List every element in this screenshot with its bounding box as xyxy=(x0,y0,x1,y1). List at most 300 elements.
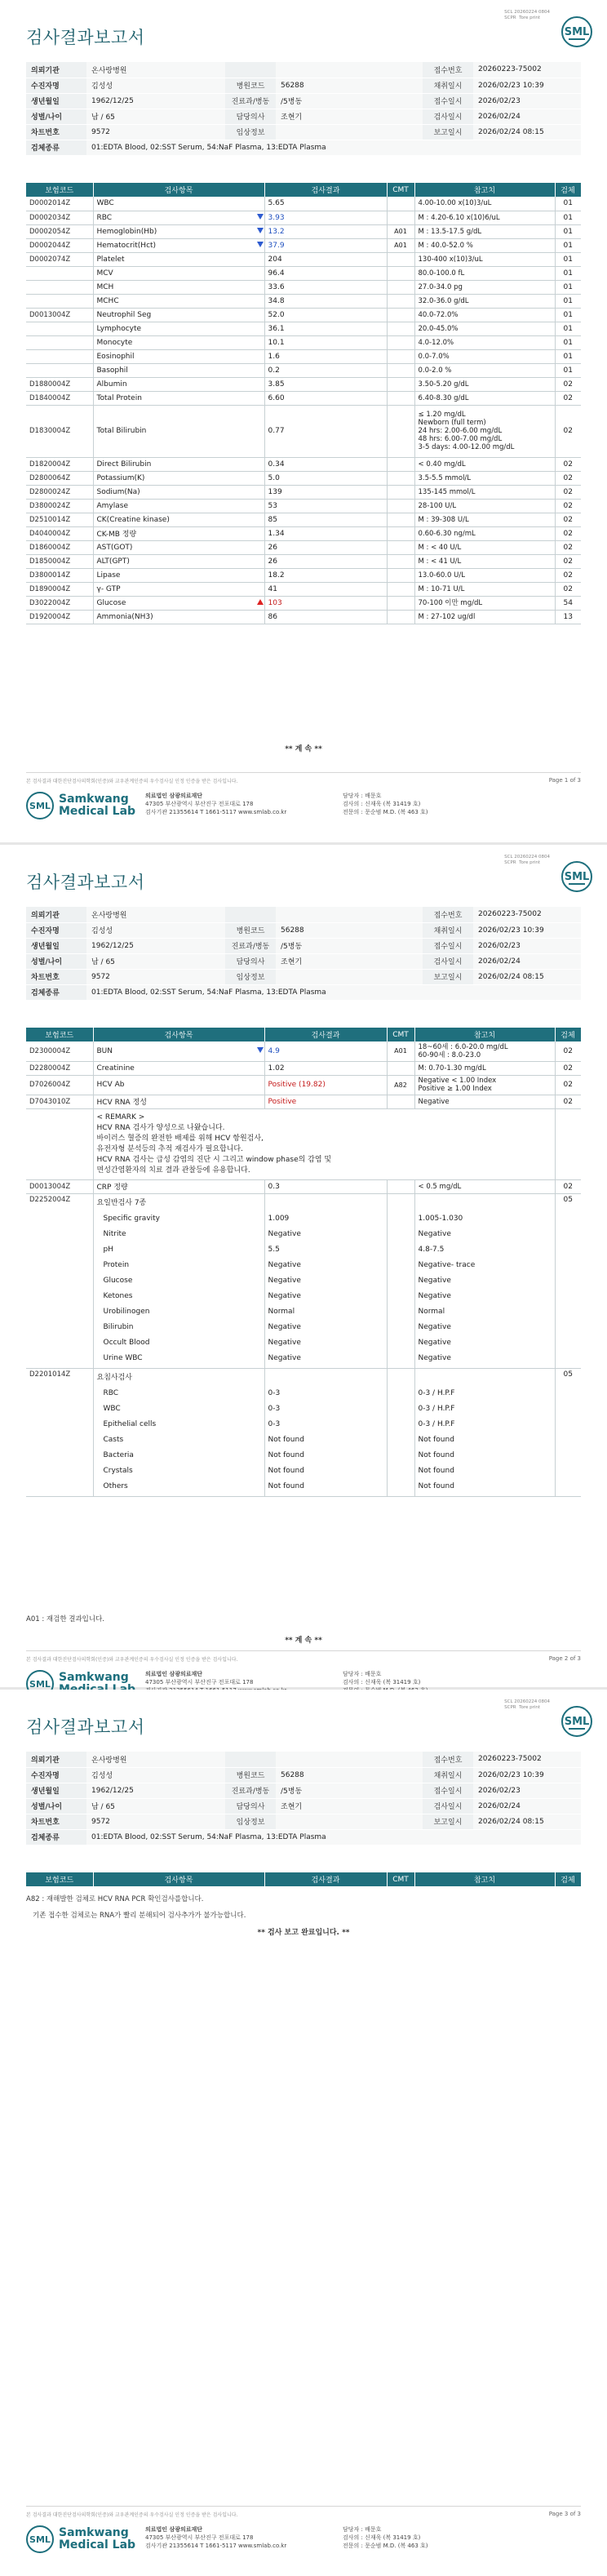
specimen-code: 01 xyxy=(555,280,581,294)
insurance-code xyxy=(26,322,93,335)
comment-code xyxy=(387,391,414,405)
result-row xyxy=(26,582,581,596)
column-header: CMT xyxy=(387,1028,414,1042)
column-header: 검체 xyxy=(555,183,581,197)
column-header: 검사결과 xyxy=(264,1872,387,1886)
continued-text: ** 계 속 ** xyxy=(285,1637,322,1645)
info-label: 차트번호 xyxy=(26,1814,86,1829)
comment-code xyxy=(387,197,414,211)
info-value: 2026/02/23 xyxy=(473,938,581,953)
lab-address: 의료법인 삼광의료재단 47305 부산광역시 부산진구 전포대로 178 검사기관 21355614 T 1661-5117 www.smlab.co.kr xyxy=(145,2526,287,2549)
test-item: RBC xyxy=(93,211,264,224)
test-result: 37.9 xyxy=(264,238,387,252)
group-refs xyxy=(414,1368,555,1496)
insurance-code xyxy=(26,294,93,308)
comment-code xyxy=(387,1095,414,1108)
info-label: 채취일시 xyxy=(423,78,473,93)
specimen-code: 02 xyxy=(555,1075,581,1095)
insurance-code: D2201014Z xyxy=(26,1368,93,1496)
result-row xyxy=(26,391,581,405)
info-label: 의뢰기관 xyxy=(26,1752,86,1767)
rna-note: 기존 접수한 검체로는 RNA가 빨리 분해되어 검사추가가 불가능합니다. xyxy=(33,1912,246,1920)
info-label: 보고일시 xyxy=(423,124,473,140)
insurance-code: D7043010Z xyxy=(26,1095,93,1108)
column-header: 참고치 xyxy=(414,1028,555,1042)
info-value xyxy=(276,124,423,140)
info-value: 온사랑병원 xyxy=(86,1752,225,1767)
info-label: 접수일시 xyxy=(423,1783,473,1798)
column-header: 검사결과 xyxy=(264,1028,387,1042)
info-label: 검사일시 xyxy=(423,953,473,969)
info-value: 1962/12/25 xyxy=(86,938,225,953)
comment-code xyxy=(387,377,414,391)
info-row xyxy=(26,62,581,78)
info-row xyxy=(26,1752,581,1767)
test-result: 10.1 xyxy=(264,335,387,349)
result-row xyxy=(26,308,581,322)
info-value: 9572 xyxy=(86,1814,225,1829)
test-result: 5.65 xyxy=(264,197,387,211)
test-item: RBC xyxy=(103,1388,119,1397)
result-row xyxy=(26,405,581,457)
specimen-code: 01 xyxy=(555,335,581,349)
info-value: 남 / 65 xyxy=(86,109,225,124)
info-row xyxy=(26,938,581,953)
specimen-value: 01:EDTA Blood, 02:SST Serum, 54:NaF Plasma, 13:EDTA Plasma xyxy=(86,1829,581,1845)
info-label: 성별/나이 xyxy=(26,1798,86,1814)
test-result: Not found xyxy=(268,1450,304,1459)
result-row xyxy=(26,485,581,499)
specimen-code: 01 xyxy=(555,197,581,211)
page-3 xyxy=(0,1690,607,2571)
test-item: AST(GOT) xyxy=(93,540,264,554)
reference-range: Negative xyxy=(418,1353,451,1362)
test-result: 53 xyxy=(264,499,387,513)
info-value xyxy=(276,907,423,922)
lab-name: Samkwang xyxy=(59,1671,129,1684)
reference-range: 80.0-100.0 fL xyxy=(414,266,555,280)
info-label: 성별/나이 xyxy=(26,953,86,969)
reference-range: M : 39-308 U/L xyxy=(414,513,555,526)
reference-range: 4.0-12.0% xyxy=(414,335,555,349)
test-item: Occult Blood xyxy=(103,1338,150,1347)
info-value: 56288 xyxy=(276,922,423,938)
info-label: 검사일시 xyxy=(423,1798,473,1814)
comment-code xyxy=(387,485,414,499)
info-value: 20260223-75002 xyxy=(473,1752,581,1767)
reference-range: M : 4.20-6.10 x(10)6/uL xyxy=(414,211,555,224)
page-1 xyxy=(0,0,607,845)
reference-range: 4.00-10.00 x(10)3/uL xyxy=(414,197,555,211)
reference-range: M: 0.70-1.30 mg/dL xyxy=(414,1061,555,1075)
page-title: 검사결과보고서 xyxy=(26,1717,145,1737)
info-value: 2026/02/24 xyxy=(473,1798,581,1814)
test-item: Specific gravity xyxy=(103,1214,160,1223)
insurance-code: D7026004Z xyxy=(26,1075,93,1095)
info-value: 조현기 xyxy=(276,1798,423,1814)
result-row xyxy=(26,363,581,377)
reference-range: 0.60-6.30 ng/mL xyxy=(414,526,555,540)
specimen-code: 02 xyxy=(555,513,581,526)
info-label: 접수번호 xyxy=(423,907,473,922)
info-label: 의뢰기관 xyxy=(26,62,86,78)
info-value: 2026/02/24 08:15 xyxy=(473,969,581,984)
specimen-code: 01 xyxy=(555,294,581,308)
info-label: 검체종류 xyxy=(26,140,86,155)
test-result: 6.60 xyxy=(264,391,387,405)
test-item: Bilirubin xyxy=(103,1322,134,1331)
specimen-code: 02 xyxy=(555,526,581,540)
reference-range: 32.0-36.0 g/dL xyxy=(414,294,555,308)
insurance-code: D1860004Z xyxy=(26,540,93,554)
results-table xyxy=(26,183,582,624)
group-title: 요일반검사 7종 xyxy=(96,1198,147,1207)
comment-code xyxy=(387,596,414,610)
info-label: 담당의사 xyxy=(225,1798,276,1814)
test-item: Glucose xyxy=(103,1276,133,1285)
info-row xyxy=(26,969,581,984)
result-row xyxy=(26,349,581,363)
test-item: CK(Creatine kinase) xyxy=(93,513,264,526)
lab-name: Samkwang Medical Lab xyxy=(59,2526,136,2552)
specimen-row xyxy=(26,984,581,1000)
result-row xyxy=(26,596,581,610)
test-result: 13.2 xyxy=(264,224,387,238)
specimen-code: 02 xyxy=(555,391,581,405)
info-value: 2026/02/23 10:39 xyxy=(473,1767,581,1783)
insurance-code: D4040004Z xyxy=(26,526,93,540)
reference-range: Negative xyxy=(414,1095,555,1108)
test-item: Ketones xyxy=(103,1291,133,1300)
reference-range: M : 10-71 U/L xyxy=(414,582,555,596)
test-result: Positive xyxy=(264,1095,387,1108)
insurance-code: D1880004Z xyxy=(26,377,93,391)
comment-code xyxy=(387,610,414,624)
result-row xyxy=(26,238,581,252)
group-refs xyxy=(414,1193,555,1368)
test-result: 96.4 xyxy=(264,266,387,280)
result-row xyxy=(26,499,581,513)
info-value: /5병동 xyxy=(276,938,423,953)
group-row xyxy=(26,1368,581,1496)
reference-range: < 0.40 mg/dL xyxy=(414,457,555,471)
specimen-code: 05 xyxy=(555,1368,581,1496)
test-item: CK-MB 정량 xyxy=(93,526,264,540)
test-result: Negative xyxy=(268,1291,301,1300)
group-title: 요침사검사 xyxy=(96,1373,132,1382)
sml-logo: SML xyxy=(561,16,592,47)
test-item: Potassium(K) xyxy=(93,471,264,485)
reference-range: 3.5-5.5 mmol/L xyxy=(414,471,555,485)
test-result: 4.9 xyxy=(264,1042,387,1061)
test-item: Crystals xyxy=(103,1466,133,1475)
test-item: MCV xyxy=(93,266,264,280)
column-header: 검사항목 xyxy=(93,183,264,197)
reference-range: 27.0-34.0 pg xyxy=(414,280,555,294)
reference-range: Not found xyxy=(418,1466,454,1475)
low-flag-icon xyxy=(257,228,264,233)
reference-range: 40.0-72.0% xyxy=(414,308,555,322)
test-item: Basophil xyxy=(93,363,264,377)
disclaimer: 본 검사결과 대한진단검사의학회(인증)와 교우관계인증의 우수검사실 인정 인증을 받은 검사입니다. xyxy=(26,1657,238,1663)
remark-text: < REMARK > HCV RNA 검사가 양성으로 나왔습니다. 바이러스 혈증의 완전한 배제를 위해 HCV 항원검사, 유전자형 분석등의 추적 재검사가 필요합니다. HCV RNA 검사는 급성 감염의 진단 시 그리고 window phase의 감염 및 면성간염환자의 치료 결과 관찰등에 유용합니다. xyxy=(93,1108,555,1179)
result-row xyxy=(26,1075,581,1095)
specimen-code: 01 xyxy=(555,363,581,377)
insurance-code: D1830004Z xyxy=(26,405,93,457)
result-row xyxy=(26,457,581,471)
test-item: Glucose xyxy=(93,596,264,610)
insurance-code: D1890004Z xyxy=(26,582,93,596)
result-row xyxy=(26,335,581,349)
test-result: 1.34 xyxy=(264,526,387,540)
comment-code xyxy=(387,526,414,540)
info-label xyxy=(225,62,276,78)
page-number: Page 3 of 3 xyxy=(548,2511,581,2517)
info-label: 진료과/병동 xyxy=(225,938,276,953)
info-label: 수진자명 xyxy=(26,78,86,93)
insurance-code xyxy=(26,349,93,363)
info-value: 2026/02/23 10:39 xyxy=(473,922,581,938)
insurance-code: D0002054Z xyxy=(26,224,93,238)
comment-code xyxy=(387,349,414,363)
low-flag-icon xyxy=(257,1047,264,1053)
test-item: Protein xyxy=(103,1260,130,1269)
result-row xyxy=(26,526,581,540)
test-item: Casts xyxy=(103,1435,124,1444)
test-result: 139 xyxy=(264,485,387,499)
info-row xyxy=(26,907,581,922)
result-row xyxy=(26,1179,581,1193)
test-item: MCHC xyxy=(93,294,264,308)
test-item: Hemoglobin(Hb) xyxy=(93,224,264,238)
comment-code xyxy=(387,308,414,322)
test-result: 52.0 xyxy=(264,308,387,322)
group-row xyxy=(26,1193,581,1368)
result-row xyxy=(26,554,581,568)
test-item: WBC xyxy=(103,1404,121,1413)
comment-code: A82 xyxy=(387,1075,414,1095)
info-value: 남 / 65 xyxy=(86,1798,225,1814)
test-result: 204 xyxy=(264,252,387,266)
info-value: 2026/02/24 xyxy=(473,109,581,124)
specimen-value: 01:EDTA Blood, 02:SST Serum, 54:NaF Plasma, 13:EDTA Plasma xyxy=(86,984,581,1000)
column-header: 검체 xyxy=(555,1872,581,1886)
column-header: 검체 xyxy=(555,1028,581,1042)
specimen-code: 02 xyxy=(555,582,581,596)
reference-range: 130-400 x(10)3/uL xyxy=(414,252,555,266)
specimen-code: 02 xyxy=(555,377,581,391)
reference-range: Not found xyxy=(418,1435,454,1444)
specimen-code: 02 xyxy=(555,554,581,568)
insurance-code: D1840004Z xyxy=(26,391,93,405)
test-result: 0-3 xyxy=(268,1388,281,1397)
reference-range: 0.0-7.0% xyxy=(414,349,555,363)
info-label: 채취일시 xyxy=(423,922,473,938)
top-reference: SCL 20260224 0804 SCPR Tore print xyxy=(504,10,550,20)
column-header: 검사결과 xyxy=(264,183,387,197)
group-items xyxy=(93,1368,264,1496)
signatures: 담당자 : 배문호 검사의 : 신재욱 (복 31419 호) 전문의 : 문순범 M.D. (복 463 호) xyxy=(343,793,428,815)
patient-info-table xyxy=(26,1752,581,1845)
info-value: 김성성 xyxy=(86,922,225,938)
result-row xyxy=(26,266,581,280)
comment-code xyxy=(387,280,414,294)
test-item: Nitrite xyxy=(103,1229,126,1238)
high-flag-icon xyxy=(257,599,264,605)
test-result: Negative xyxy=(268,1338,301,1347)
test-result: 41 xyxy=(264,582,387,596)
test-result: 34.8 xyxy=(264,294,387,308)
page-title: 검사결과보고서 xyxy=(26,28,145,47)
insurance-code: D0013004Z xyxy=(26,1179,93,1193)
result-row xyxy=(26,224,581,238)
info-value xyxy=(276,1814,423,1829)
info-value: 2026/02/23 10:39 xyxy=(473,78,581,93)
column-header: 검사항목 xyxy=(93,1028,264,1042)
insurance-code: D2300004Z xyxy=(26,1042,93,1061)
insurance-code: D2800064Z xyxy=(26,471,93,485)
reference-range: Negative xyxy=(418,1276,451,1285)
test-result: 0.34 xyxy=(264,457,387,471)
result-row xyxy=(26,1042,581,1061)
test-item: Total Bilirubin xyxy=(93,405,264,457)
comment-code xyxy=(387,540,414,554)
insurance-code: D1850004Z xyxy=(26,554,93,568)
test-item: pH xyxy=(103,1245,113,1254)
test-result: 0.3 xyxy=(264,1179,387,1193)
info-label: 접수일시 xyxy=(423,93,473,109)
specimen-value: 01:EDTA Blood, 02:SST Serum, 54:NaF Plasma, 13:EDTA Plasma xyxy=(86,140,581,155)
info-label: 임상정보 xyxy=(225,124,276,140)
reference-range: 0-3 / H.P.F xyxy=(418,1388,455,1397)
info-label: 병원코드 xyxy=(225,922,276,938)
test-item: Amylase xyxy=(93,499,264,513)
signatures: 담당자 : 배문호 검사의 : 신재욱 (복 31419 호) 전문의 : 문순범 M.D. (복 463 호) xyxy=(343,2526,428,2549)
specimen-code: 02 xyxy=(555,1061,581,1075)
insurance-code: D2252004Z xyxy=(26,1193,93,1368)
specimen-row xyxy=(26,1829,581,1845)
comment-code xyxy=(387,499,414,513)
info-value: 2026/02/24 08:15 xyxy=(473,1814,581,1829)
info-value: 20260223-75002 xyxy=(473,62,581,78)
sml-logo-icon: SML xyxy=(26,792,54,819)
insurance-code: D1820004Z xyxy=(26,457,93,471)
result-row xyxy=(26,252,581,266)
specimen-code: 02 xyxy=(555,540,581,554)
test-item: Others xyxy=(103,1481,128,1490)
info-row xyxy=(26,1767,581,1783)
comment-code xyxy=(387,554,414,568)
info-value: 56288 xyxy=(276,78,423,93)
reference-range: 135-145 mmol/L xyxy=(414,485,555,499)
specimen-code: 01 xyxy=(555,211,581,224)
reference-range: Negative xyxy=(418,1291,451,1300)
info-row xyxy=(26,124,581,140)
info-row xyxy=(26,1798,581,1814)
comment-code xyxy=(387,405,414,457)
test-result: Not found xyxy=(268,1435,304,1444)
reference-range: Negative- trace xyxy=(418,1260,476,1269)
test-result: Negative xyxy=(268,1353,301,1362)
info-label: 담당의사 xyxy=(225,109,276,124)
test-result: 3.93 xyxy=(264,211,387,224)
info-value: 김성성 xyxy=(86,78,225,93)
info-label: 접수번호 xyxy=(423,1752,473,1767)
info-label xyxy=(225,1752,276,1767)
reference-range: 20.0-45.0% xyxy=(414,322,555,335)
test-result: Negative xyxy=(268,1322,301,1331)
insurance-code: D0002044Z xyxy=(26,238,93,252)
test-result: 1.02 xyxy=(264,1061,387,1075)
info-label: 병원코드 xyxy=(225,78,276,93)
info-value: 조현기 xyxy=(276,953,423,969)
info-row xyxy=(26,953,581,969)
column-header: 검사항목 xyxy=(93,1872,264,1886)
test-result: 5.0 xyxy=(264,471,387,485)
insurance-code: D0002074Z xyxy=(26,252,93,266)
results-table xyxy=(26,1872,582,1886)
insurance-code: D2280004Z xyxy=(26,1061,93,1075)
result-row xyxy=(26,513,581,526)
test-result: 33.6 xyxy=(264,280,387,294)
comment-code xyxy=(387,1179,414,1193)
info-label: 검사일시 xyxy=(423,109,473,124)
test-item: Lymphocyte xyxy=(93,322,264,335)
reference-range: 0-3 / H.P.F xyxy=(418,1404,455,1413)
insurance-code: D2510014Z xyxy=(26,513,93,526)
specimen-code: 01 xyxy=(555,252,581,266)
info-value: 2026/02/23 xyxy=(473,1783,581,1798)
reference-range: 1.005-1.030 xyxy=(418,1214,463,1223)
insurance-code: D0013004Z xyxy=(26,308,93,322)
info-value xyxy=(276,62,423,78)
info-value: 1962/12/25 xyxy=(86,93,225,109)
reference-range: ≤ 1.20 mg/dL Newborn (full term) 24 hrs: 2.00-6.00 mg/dL 48 hrs: 6.00-7.00 mg/dL 3-5 days: 4.00-12.00 mg/dL xyxy=(414,405,555,457)
test-item: Lipase xyxy=(93,568,264,582)
page-title: 검사결과보고서 xyxy=(26,873,145,892)
specimen-code: 54 xyxy=(555,596,581,610)
column-header: 참고치 xyxy=(414,183,555,197)
insurance-code xyxy=(26,363,93,377)
specimen-code: 01 xyxy=(555,238,581,252)
reference-range: M : 40.0-52.0 % xyxy=(414,238,555,252)
patient-info-table xyxy=(26,907,581,1001)
column-header: 참고치 xyxy=(414,1872,555,1886)
info-label: 수진자명 xyxy=(26,1767,86,1783)
info-value: 남 / 65 xyxy=(86,953,225,969)
comment-code: A01 xyxy=(387,1042,414,1061)
column-header: CMT xyxy=(387,183,414,197)
info-label: 성별/나이 xyxy=(26,109,86,124)
info-value: 9572 xyxy=(86,969,225,984)
specimen-code: 01 xyxy=(555,224,581,238)
reference-range: Negative xyxy=(418,1322,451,1331)
specimen-code: 02 xyxy=(555,485,581,499)
info-value: 2026/02/23 xyxy=(473,93,581,109)
specimen-code: 05 xyxy=(555,1193,581,1368)
test-result: 3.85 xyxy=(264,377,387,391)
end-text: ** 검사 보고 완료입니다. ** xyxy=(257,1929,350,1937)
footer-logo xyxy=(26,792,135,819)
insurance-code: D1920004Z xyxy=(26,610,93,624)
test-item: Eosinophil xyxy=(93,349,264,363)
test-item: WBC xyxy=(93,197,264,211)
column-header: 보험코드 xyxy=(26,183,93,197)
specimen-code: 01 xyxy=(555,322,581,335)
reference-range: < 0.5 mg/dL xyxy=(414,1179,555,1193)
info-label: 차트번호 xyxy=(26,969,86,984)
test-result: 0.2 xyxy=(264,363,387,377)
